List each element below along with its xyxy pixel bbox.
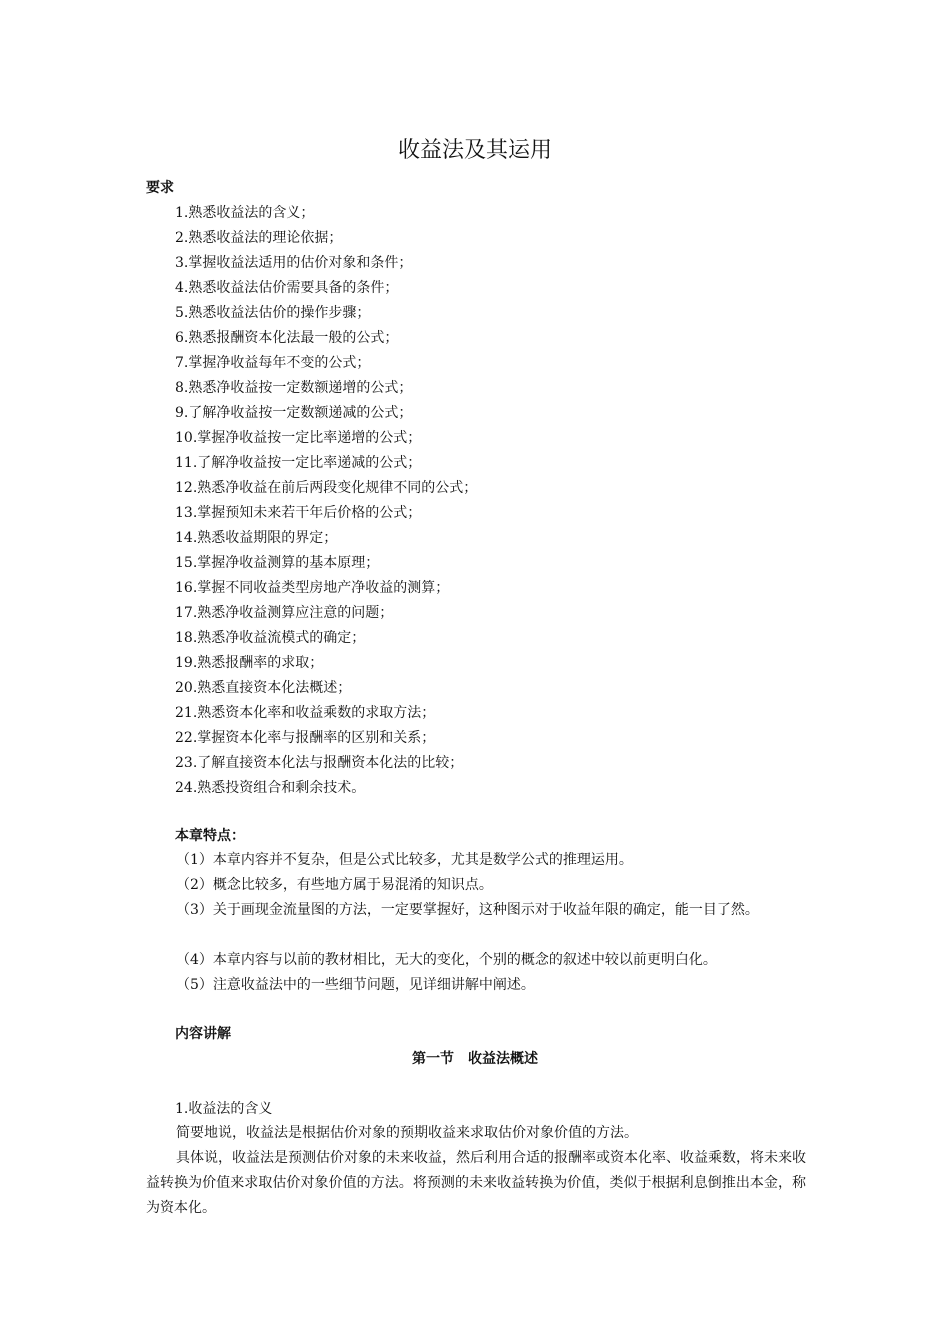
- features-heading: 本章特点：: [175, 828, 245, 844]
- body-paragraph: 具体说，收益法是预测估价对象的未来收益，然后利用合适的报酬率或资本化率、收益乘数，将未来收益转换为价值来求取估价对象价值的方法。将预测的未来收益转换为价值，类似于根据利息倒推出本金，称为资本化。: [146, 1150, 806, 1216]
- requirements-heading: 要求: [146, 180, 174, 196]
- requirement-item: 14.熟悉收益期限的界定；: [175, 530, 338, 546]
- requirement-item: 13.掌握预知未来若干年后价格的公式；: [175, 505, 422, 521]
- requirement-item: 6.熟悉报酬资本化法最一般的公式；: [175, 330, 399, 346]
- subsection-heading: 1.收益法的含义: [175, 1101, 273, 1117]
- requirement-item: 15.掌握净收益测算的基本原理；: [175, 555, 380, 571]
- requirement-item: 2.熟悉收益法的理论依据；: [175, 230, 343, 246]
- requirement-item: 17.熟悉净收益测算应注意的问题；: [175, 605, 394, 621]
- feature-paragraph: （2）概念比较多，有些地方属于易混淆的知识点。: [176, 877, 493, 893]
- content-heading: 内容讲解: [175, 1026, 231, 1042]
- document-title: 收益法及其运用: [397, 138, 552, 163]
- requirement-item: 3.掌握收益法适用的估价对象和条件；: [175, 255, 413, 271]
- requirement-item: 12.熟悉净收益在前后两段变化规律不同的公式；: [175, 480, 478, 496]
- requirement-item: 16.掌握不同收益类型房地产净收益的测算；: [175, 580, 450, 596]
- requirement-item: 18.熟悉净收益流模式的确定；: [175, 630, 366, 646]
- requirement-item: 5.熟悉收益法估价的操作步骤；: [175, 305, 371, 321]
- requirement-item: 10.掌握净收益按一定比率递增的公式；: [175, 430, 422, 446]
- requirement-item: 19.熟悉报酬率的求取；: [175, 655, 324, 671]
- requirement-item: 4.熟悉收益法估价需要具备的条件；: [175, 280, 399, 296]
- requirement-item: 24.熟悉投资组合和剩余技术。: [175, 780, 366, 796]
- requirement-item: 21.熟悉资本化率和收益乘数的求取方法；: [175, 705, 436, 721]
- requirement-item: 9.了解净收益按一定数额递减的公式；: [175, 405, 413, 421]
- requirement-item: 1.熟悉收益法的含义；: [175, 205, 315, 221]
- requirement-item: 22.掌握资本化率与报酬率的区别和关系；: [175, 730, 436, 746]
- body-paragraph: 简要地说，收益法是根据估价对象的预期收益来求取估价对象价值的方法。: [176, 1125, 638, 1141]
- requirement-item: 20.熟悉直接资本化法概述；: [175, 680, 352, 696]
- section-title: 第一节 收益法概述: [412, 1051, 538, 1067]
- feature-paragraph: （3）关于画现金流量图的方法，一定要掌握好，这种图示对于收益年限的确定，能一目了然。: [176, 902, 759, 918]
- feature-paragraph: （4）本章内容与以前的教材相比，无大的变化，个别的概念的叙述中较以前更明白化。: [176, 952, 717, 968]
- requirement-item: 7.掌握净收益每年不变的公式；: [175, 355, 371, 371]
- requirement-item: 8.熟悉净收益按一定数额递增的公式；: [175, 380, 413, 396]
- feature-paragraph: （1）本章内容并不复杂，但是公式比较多，尤其是数学公式的推理运用。: [176, 852, 633, 868]
- feature-paragraph: （5）注意收益法中的一些细节问题，见详细讲解中阐述。: [176, 977, 535, 993]
- requirement-item: 23.了解直接资本化法与报酬资本化法的比较；: [175, 755, 464, 771]
- requirement-item: 11.了解净收益按一定比率递减的公式；: [175, 455, 422, 471]
